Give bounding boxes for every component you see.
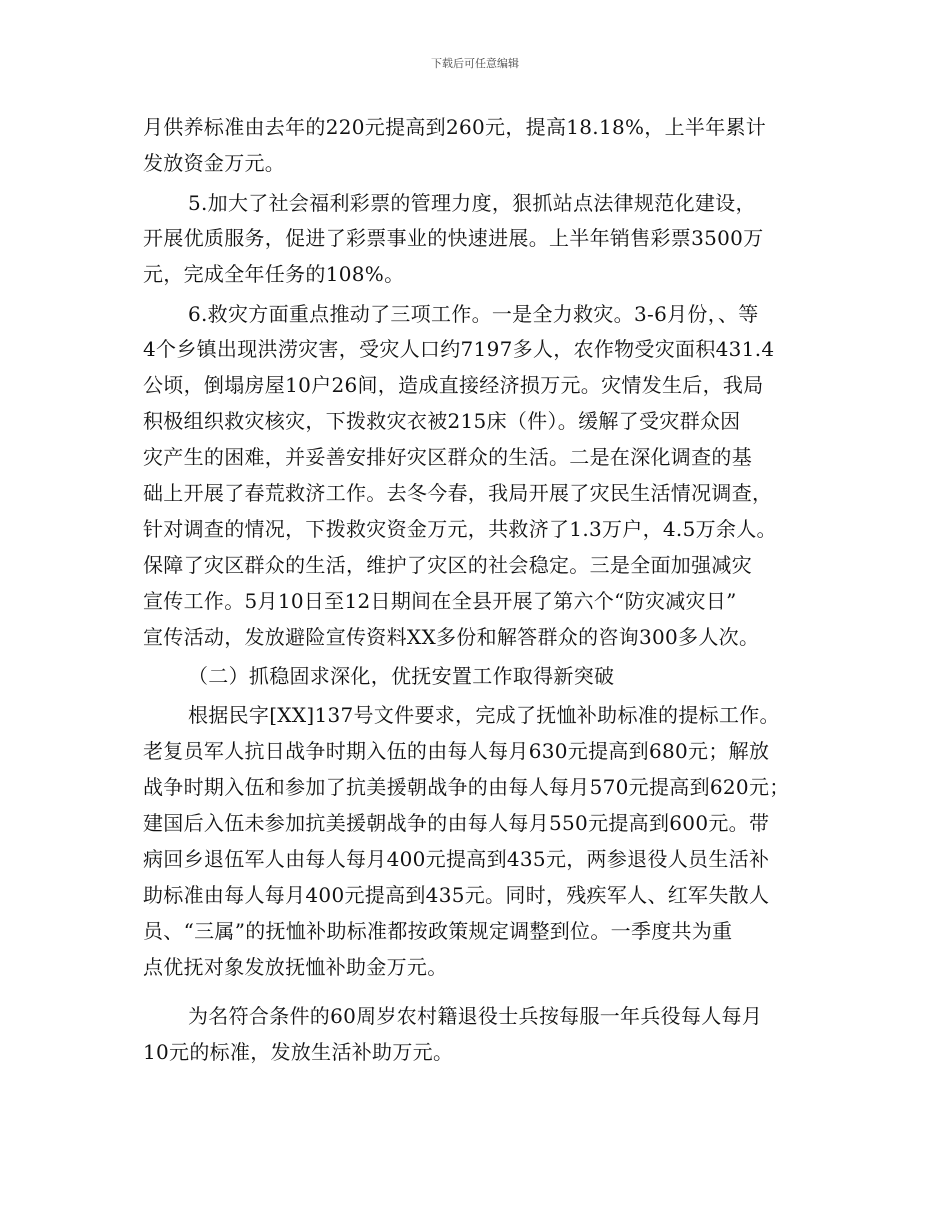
text-line: 员、“三属”的抚恤补助标准都按政策规定调整到位。一季度共为重	[143, 919, 733, 943]
paragraph-start: 为名符合条件的60周岁农村籍退役士兵按每服一年兵役每人每月	[188, 1004, 763, 1028]
text-line: 积极组织救灾核灾，下拨救灾衣被215床（件）。缓解了受灾群众因	[143, 409, 741, 433]
text-line: 点优抚对象发放抚恤补助金万元。	[143, 955, 448, 979]
text-line: 元，完成全年任务的108%。	[143, 262, 405, 286]
text-line: 战争时期入伍和参加了抗美援朝战争的由每人每月570元提高到620元；	[143, 775, 790, 799]
page-header: 下载后可任意编辑	[431, 57, 519, 70]
text-line: 发放资金万元。	[143, 151, 286, 175]
section-heading: （二）抓稳固求深化，优抚安置工作取得新突破	[188, 664, 615, 688]
paragraph-start: 根据民字[XX]137号文件要求，完成了抚恤补助标准的提标工作。	[188, 703, 780, 727]
text-line: 4个乡镇出现洪涝灾害，受灾人口约7197多人，农作物受灾面积431.4	[143, 337, 775, 361]
text-line: 针对调查的情况，下拨救灾资金万元，共救济了1.3万户，4.5万余人。	[143, 517, 777, 541]
text-line: 病回乡退伍军人由每人每月400元提高到435元，两参退役人员生活补	[143, 847, 770, 871]
text-line: 宣传活动，发放避险宣传资料XX多份和解答群众的咨询300多人次。	[143, 625, 760, 649]
paragraph-start: 6.救灾方面重点推动了三项工作。一是全力救灾。3-6月份，、等	[188, 302, 759, 326]
text-line: 公顷，倒塌房屋10户26间，造成直接经济损万元。灾情发生后，我局	[143, 373, 764, 397]
text-line: 助标准由每人每月400元提高到435元。同时，残疾军人、红军失散人	[143, 883, 770, 907]
text-line: 保障了灾区群众的生活，维护了灾区的社会稳定。三是全面加强减灾	[143, 553, 752, 577]
text-line: 月供养标准由去年的220元提高到260元，提高18.18%，上半年累计	[143, 115, 767, 139]
text-line: 灾产生的困难，并妥善安排好灾区群众的生活。二是在深化调查的基	[143, 445, 752, 469]
text-line: 建国后入伍未参加抗美援朝战争的由每人每月550元提高到600元。带	[143, 811, 770, 835]
text-line: 开展优质服务，促进了彩票事业的快速进展。上半年销售彩票3500万	[143, 226, 764, 250]
text-line: 宣传工作。5月10日至12日期间在全县开展了第六个“防灾减灾日”	[143, 589, 737, 613]
text-line: 10元的标准，发放生活补助万元。	[143, 1040, 454, 1064]
text-line: 老复员军人抗日战争时期入伍的由每人每月630元提高到680元；解放	[143, 739, 770, 763]
text-line: 础上开展了春荒救济工作。去冬今春，我局开展了灾民生活情况调查，	[143, 481, 773, 505]
paragraph-start: 5.加大了社会福利彩票的管理力度，狠抓站点法律规范化建设，	[188, 191, 756, 215]
